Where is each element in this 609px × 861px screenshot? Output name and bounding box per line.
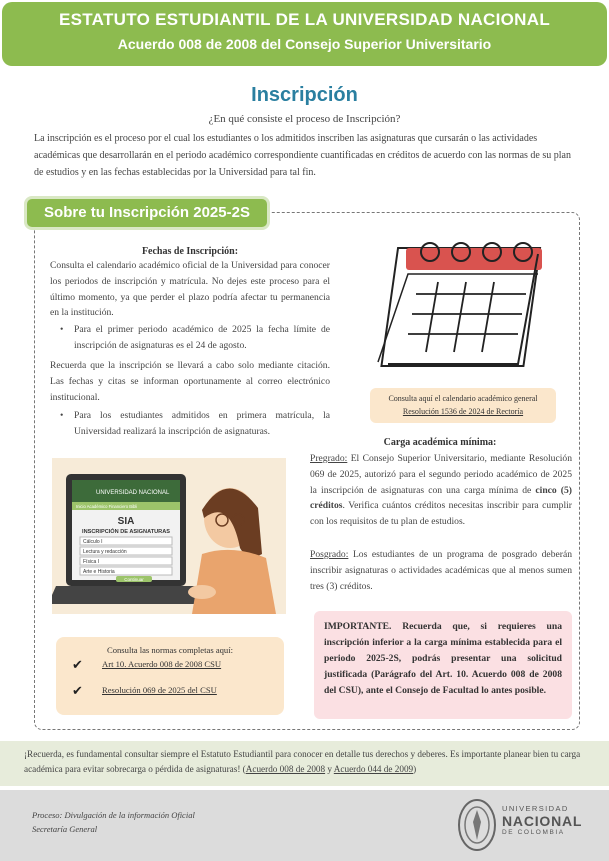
recuerda-sep: y bbox=[325, 764, 334, 774]
recuerda-link-acuerdo-044[interactable]: Acuerdo 044 de 2009 bbox=[333, 764, 414, 774]
sia-brand: UNIVERSIDAD NACIONAL bbox=[96, 490, 170, 496]
sia-row-2: Lectura y redacción bbox=[83, 549, 127, 555]
intro-paragraph: La inscripción es el proceso por el cual los estudiantes o los admitidos inscriben las asignaturas que cursarán o las actividades académicas que desarrollarán en el periodo académico correspondiente cuantificadas en créditos de acuerdo con las normas de su plan de estudios y en las fechas establecidas por la Universidad para tal fin. bbox=[34, 133, 571, 178]
sia-row-1: Cálculo I bbox=[83, 539, 103, 545]
section-tab: Sobre tu Inscripción 2025-2S bbox=[24, 196, 270, 230]
pregrado-credits: cinco (5) créditos bbox=[310, 484, 572, 512]
footer bbox=[0, 790, 609, 861]
header-banner bbox=[2, 2, 607, 66]
university-logo-text bbox=[502, 804, 582, 836]
pregrado-text-b: . Verifica cuántos créditos necesitas inscribir para cumplir con los requisitos de tu plan de estudios. bbox=[310, 500, 572, 528]
normas-link-acuerdo[interactable]: Art 10. Acuerdo 008 de 2008 CSU bbox=[102, 659, 222, 669]
logo-line-2: NACIONAL bbox=[502, 813, 583, 829]
sia-continue: Continuar bbox=[124, 577, 144, 582]
normas-heading: Consulta las normas completas aquí: bbox=[106, 645, 234, 655]
recuerda-text: ¡Recuerda, es fundamental consultar siempre el Estatuto Estudiantil para conocer en detalle tus derechos y deberes. Es importante planear bien tu carga académica para evitar sobrecarga o pérdida de asignaturas! ( bbox=[24, 749, 581, 774]
sia-row-4: Arte e Historia bbox=[83, 569, 115, 575]
fechas-paragraph-1: Consulta el calendario académico oficial de la Universidad para conocer los periodos de inscripción y matrícula. No dejes este proceso para el último momento, ya que perder el plazo podría afectar tu permanencia en la institución. bbox=[50, 260, 330, 319]
recuerda-banner bbox=[0, 741, 609, 786]
section-question: ¿En qué consiste el proceso de Inscripción? bbox=[208, 113, 401, 125]
logo-line-3: DE COLOMBIA bbox=[502, 829, 565, 836]
calendar-illustration bbox=[368, 234, 554, 384]
fechas-bullet-1: • Para el primer periodo académico de 2025 la fecha límite de inscripción de asignaturas es el 24 de agosto. bbox=[58, 322, 330, 354]
fechas-bullet-2: • Para los estudiantes admitidos en primera matrícula, la Universidad realizará la inscripción de asignaturas. bbox=[58, 408, 330, 440]
pregrado-label: Pregrado: bbox=[310, 453, 348, 464]
calendar-box-text: Consulta aquí el calendario académico general bbox=[388, 394, 538, 403]
footer-proceso: Proceso: Divulgación de la información Oficial bbox=[32, 810, 195, 820]
header-subtitle: Acuerdo 008 de 2008 del Consejo Superior Universitario bbox=[117, 36, 492, 52]
posgrado-text: Los estudiantes de un programa de posgrado deberán inscribir asignaturas o actividades académicas que al menos sumen tres (3) créditos. bbox=[310, 549, 572, 592]
normas-box bbox=[56, 637, 284, 715]
footer-process bbox=[32, 808, 195, 836]
posgrado-label: Posgrado: bbox=[310, 549, 349, 560]
normas-link-resolucion[interactable]: Resolución 069 de 2025 del CSU bbox=[102, 685, 217, 695]
fechas-paragraph-2: Recuerda que la inscripción se llevará a cabo solo mediante citación. Las fechas y citas se informan oportunamente al correo electrónico institucional. bbox=[50, 360, 330, 403]
header-title: ESTATUTO ESTUDIANTIL DE LA UNIVERSIDAD NACIONAL bbox=[58, 10, 551, 29]
check-icon: ✔ bbox=[72, 657, 83, 672]
sia-title: SIA bbox=[117, 516, 135, 527]
university-seal-icon bbox=[457, 798, 497, 852]
recuerda-link-acuerdo-008[interactable]: Acuerdo 008 de 2008 bbox=[245, 764, 326, 774]
sia-nav: Inicio Académico Financiero Bibli bbox=[76, 504, 138, 509]
check-icon: ✔ bbox=[72, 683, 83, 698]
sia-subtitle: INSCRIPCIÓN DE ASIGNATURAS bbox=[82, 529, 170, 535]
logo-line-1: UNIVERSIDAD bbox=[502, 804, 569, 813]
footer-secretaria: Secretaría General bbox=[32, 824, 98, 834]
calendar-link-box bbox=[370, 388, 556, 423]
section-title: Inscripción bbox=[251, 84, 358, 106]
recuerda-end: ) bbox=[413, 764, 417, 774]
importante-box: IMPORTANTE. Recuerda que, si requieres una inscripción inferior a la carga mínima establecida para el periodo 2025-2S, podrás presentar una solicitud justificada (Parágrafo del Art. 10. Acuerdo 008 de 2008 del CSU), ante el Consejo de Facultad lo antes posible. bbox=[314, 611, 572, 719]
carga-pregrado bbox=[310, 451, 572, 530]
calendar-resolution-link[interactable]: Resolución 1536 de 2024 de Rectoría bbox=[402, 407, 524, 416]
pregrado-text-a: El Consejo Superior Universitario, mediante Resolución 069 de 2025, autorizó para el segundo periodo académico de 2025 la inscripción de asignaturas con una carga mínima de bbox=[310, 453, 572, 496]
sia-row-3: Física I bbox=[83, 559, 100, 565]
fechas-heading: Fechas de Inscripción: bbox=[141, 246, 239, 257]
carga-posgrado bbox=[310, 547, 572, 594]
sia-illustration bbox=[52, 458, 286, 614]
carga-heading: Carga académica mínima: bbox=[383, 437, 497, 448]
